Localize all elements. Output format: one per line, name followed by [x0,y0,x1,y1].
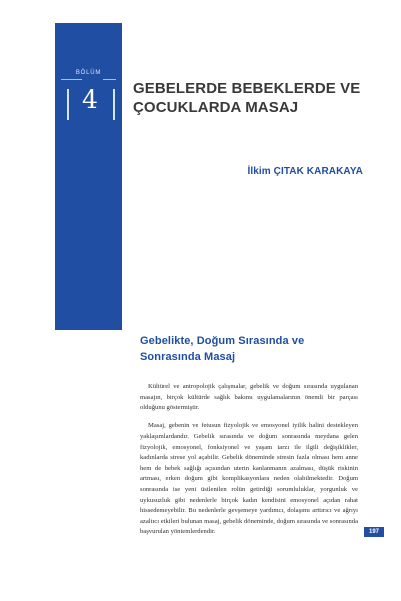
chapter-number: 4 [82,85,98,114]
chapter-title [133,79,383,117]
section-title [140,333,340,365]
section-title-line-1: Gebelikte, Doğum Sırasında ve [140,335,305,347]
body-text [140,382,358,546]
chapter-label: BÖLÜM [75,70,102,76]
page-number: 197 [364,527,384,537]
chapter-number-divider-right [113,89,115,120]
chapter-label-rule-left [61,79,82,80]
chapter-title-line-1: GEBELERDE BEBEKLERDE VE [133,80,361,97]
paragraph-2: Masaj, gebenin ve fetusun fizyolojik ve emosyonel iyilik halini destekleyen yaklaşımlardandır. Gebelik sırasında ve doğum sonrasında meydana gelen fizyolojik, emosyonel, fonksiyonel ve yaşam tarzı ile ilgili değişiklikler, kadınlarda strese yol açabilir. Gebelik döneminde stresin fazla olması hem anne hem de bebek sağlığı açısından uterin kanlanmanın azalması, düşük riskinin artması, erken doğum gibi komplikasyonlara neden olabilmektedir. Doğum sonrasında ise yeni üstlenilen rolün getirdiği sorumluluklar, yorgunluk ve uykusuzluk gibi nedenlerle birçok kadın kendisini emosyonel açıdan rahat hissedemeyebilir. Bu nedenlerle gevşemeye yardımcı, dolaşımı arttırıcı ve ağrıyı azaltıcı etkileri bulunan masaj, gebelik döneminde, doğum sırasında ve sonrasında başvurulan yöntemlerdendir. [140,422,358,536]
author-name: İlkim ÇITAK KARAKAYA [247,166,363,177]
paragraph-1: Kültürel ve antropolojik çalışmalar, gebelik ve doğum sırasında uygulanan masajın, birçok kültürde sağlık bakımı uygulamalarının önemli bir parçası olduğunu göstermiştir. [140,383,358,412]
chapter-label-rule-right [103,79,116,80]
chapter-title-line-2: ÇOCUKLARDA MASAJ [133,99,299,116]
section-title-line-2: Sonrasında Masaj [140,351,236,363]
chapter-number-divider-left [67,89,69,120]
